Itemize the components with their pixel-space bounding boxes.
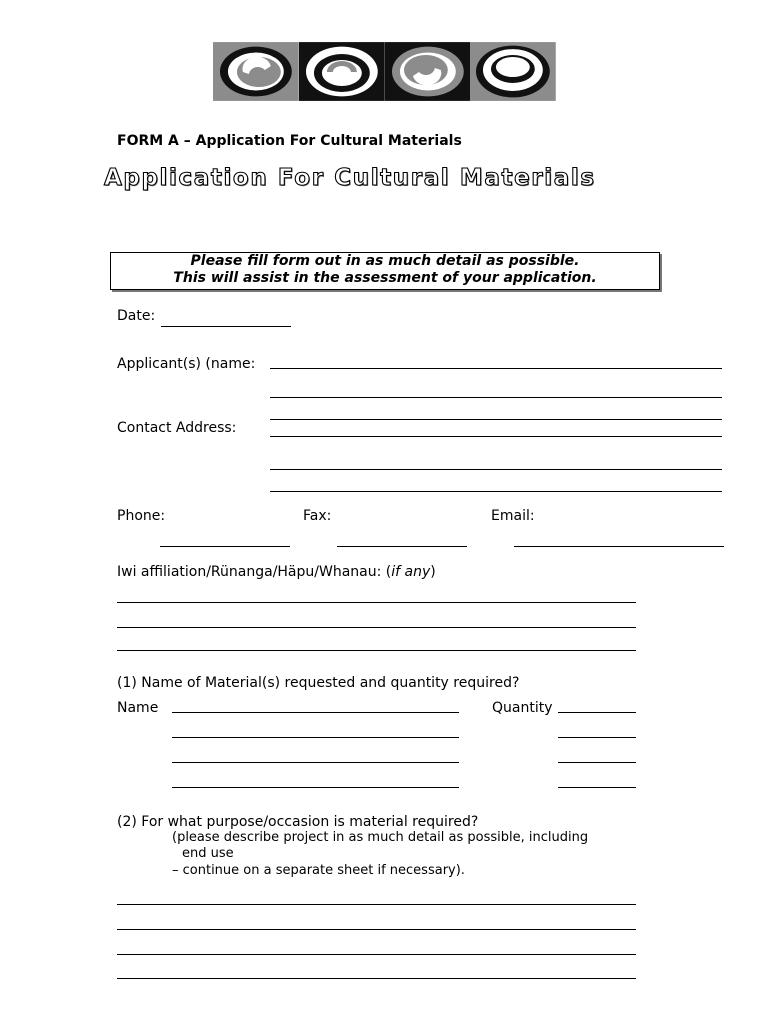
question-2-note-1: (please describe project in as much detail as possible, including [172,830,589,845]
applicant-field[interactable] [270,368,722,369]
date-field[interactable] [161,326,291,327]
address-field-2[interactable] [270,469,722,470]
instructions-line-1: Please fill form out in as much detail as possible. [190,253,580,269]
applicant-field-2[interactable] [270,397,722,398]
address-label: Contact Address: [117,420,237,436]
address-field-3[interactable] [270,491,722,492]
instructions-line-2: This will assist in the assessment of your application. [173,270,597,286]
iwi-field-3[interactable] [117,650,636,651]
quantity-field-3[interactable] [558,762,636,763]
email-label: Email: [491,508,535,524]
iwi-field-2[interactable] [117,627,636,628]
iwi-field[interactable] [117,602,636,603]
quantity-field-4[interactable] [558,787,636,788]
purpose-field-3[interactable] [117,954,636,955]
question-2: (2) For what purpose/occasion is material required? [117,814,479,830]
material-name-field-3[interactable] [172,762,459,763]
applicant-field-3[interactable] [270,419,722,420]
purpose-field-4[interactable] [117,978,636,979]
material-name-field-2[interactable] [172,737,459,738]
applicant-label: Applicant(s) (name: [117,356,256,372]
swirl-icon [299,42,385,101]
iwi-label: Iwi affiliation/Rünanga/Häpu/Whanau: (if any) [117,564,436,580]
question-2-note-3: – continue on a separate sheet if necessary). [172,863,465,878]
quantity-label: Quantity [492,700,553,716]
phone-field[interactable] [160,546,290,547]
swirl-icon [385,42,471,101]
purpose-field-2[interactable] [117,929,636,930]
fax-label: Fax: [303,508,332,524]
question-2-note-2: end use [182,846,234,861]
page-title: Application For Cultural Materials [104,165,596,191]
email-field[interactable] [514,546,724,547]
purpose-field[interactable] [117,904,636,905]
swirl-icon [470,42,556,101]
address-field[interactable] [270,436,722,437]
material-name-field-4[interactable] [172,787,459,788]
material-name-label: Name [117,700,159,716]
material-name-field[interactable] [172,712,459,713]
form-code: FORM A – Application For Cultural Materials [117,133,462,149]
quantity-field[interactable] [558,712,636,713]
swirl-icon [213,42,299,101]
fax-field[interactable] [337,546,467,547]
phone-label: Phone: [117,508,166,524]
logo [213,42,556,101]
instructions-box [110,252,660,290]
date-label: Date: [117,308,156,324]
question-1: (1) Name of Material(s) requested and quantity required? [117,675,520,691]
quantity-field-2[interactable] [558,737,636,738]
